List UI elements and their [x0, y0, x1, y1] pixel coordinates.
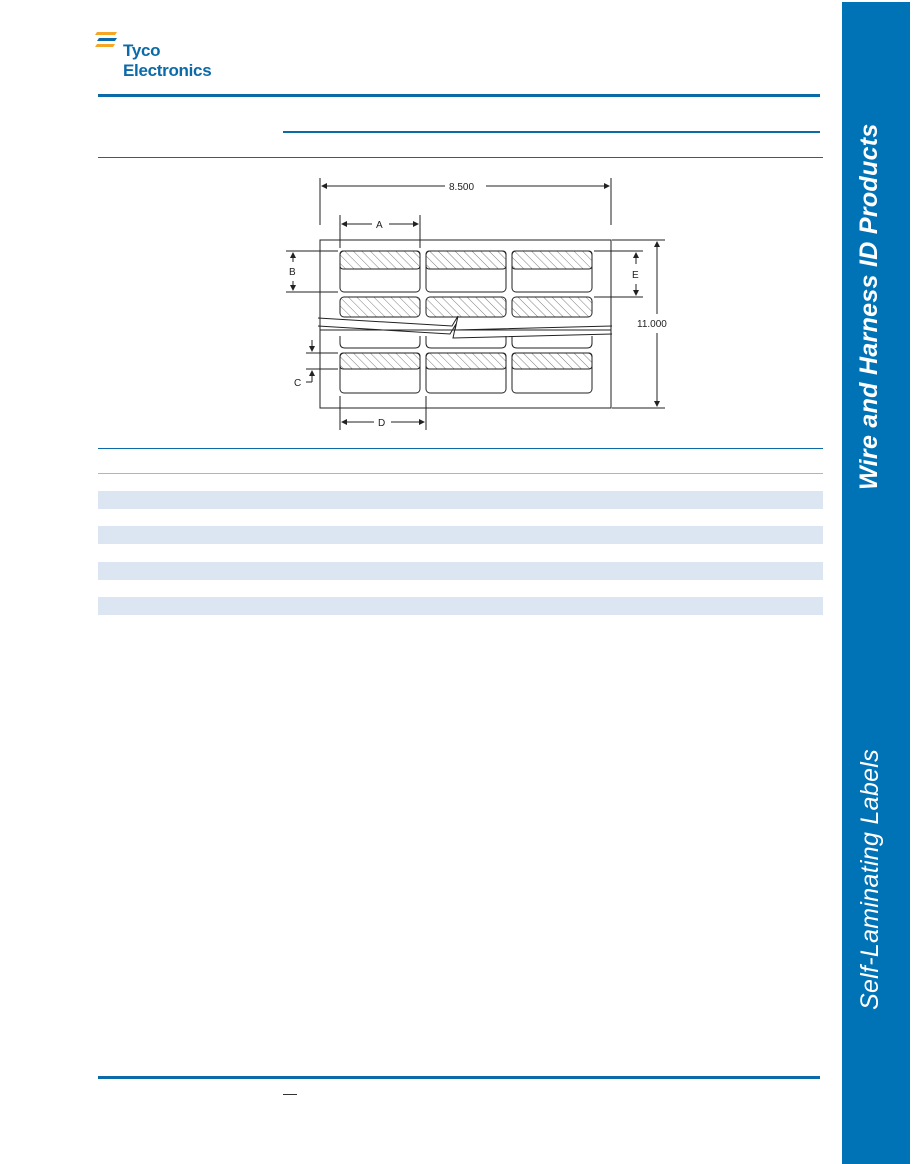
- footer-rule: [98, 1076, 820, 1079]
- sidebar-category: Wire and Harness ID Products: [855, 123, 883, 490]
- logo-text-electronics: Electronics: [123, 61, 212, 80]
- dim-c-label: C: [294, 378, 302, 389]
- dim-b-label: B: [289, 267, 296, 278]
- table-row: [98, 562, 823, 580]
- dim-e-label: E: [632, 270, 639, 281]
- dim-a-label: A: [376, 220, 383, 231]
- table-row: [98, 491, 823, 509]
- dim-height-label: 11.000: [637, 319, 667, 330]
- dim-d-label: D: [378, 418, 386, 429]
- table-row: [98, 526, 823, 544]
- label-sheet-drawing: [0, 0, 918, 460]
- logo-text-tyco: Tyco: [123, 41, 161, 60]
- table-row: [98, 597, 823, 615]
- table-header-rule: [98, 473, 823, 474]
- page-mark: [283, 1094, 297, 1095]
- sidebar-product: Self-Laminating Labels: [856, 749, 884, 1010]
- dim-width-label: 8.500: [449, 182, 475, 193]
